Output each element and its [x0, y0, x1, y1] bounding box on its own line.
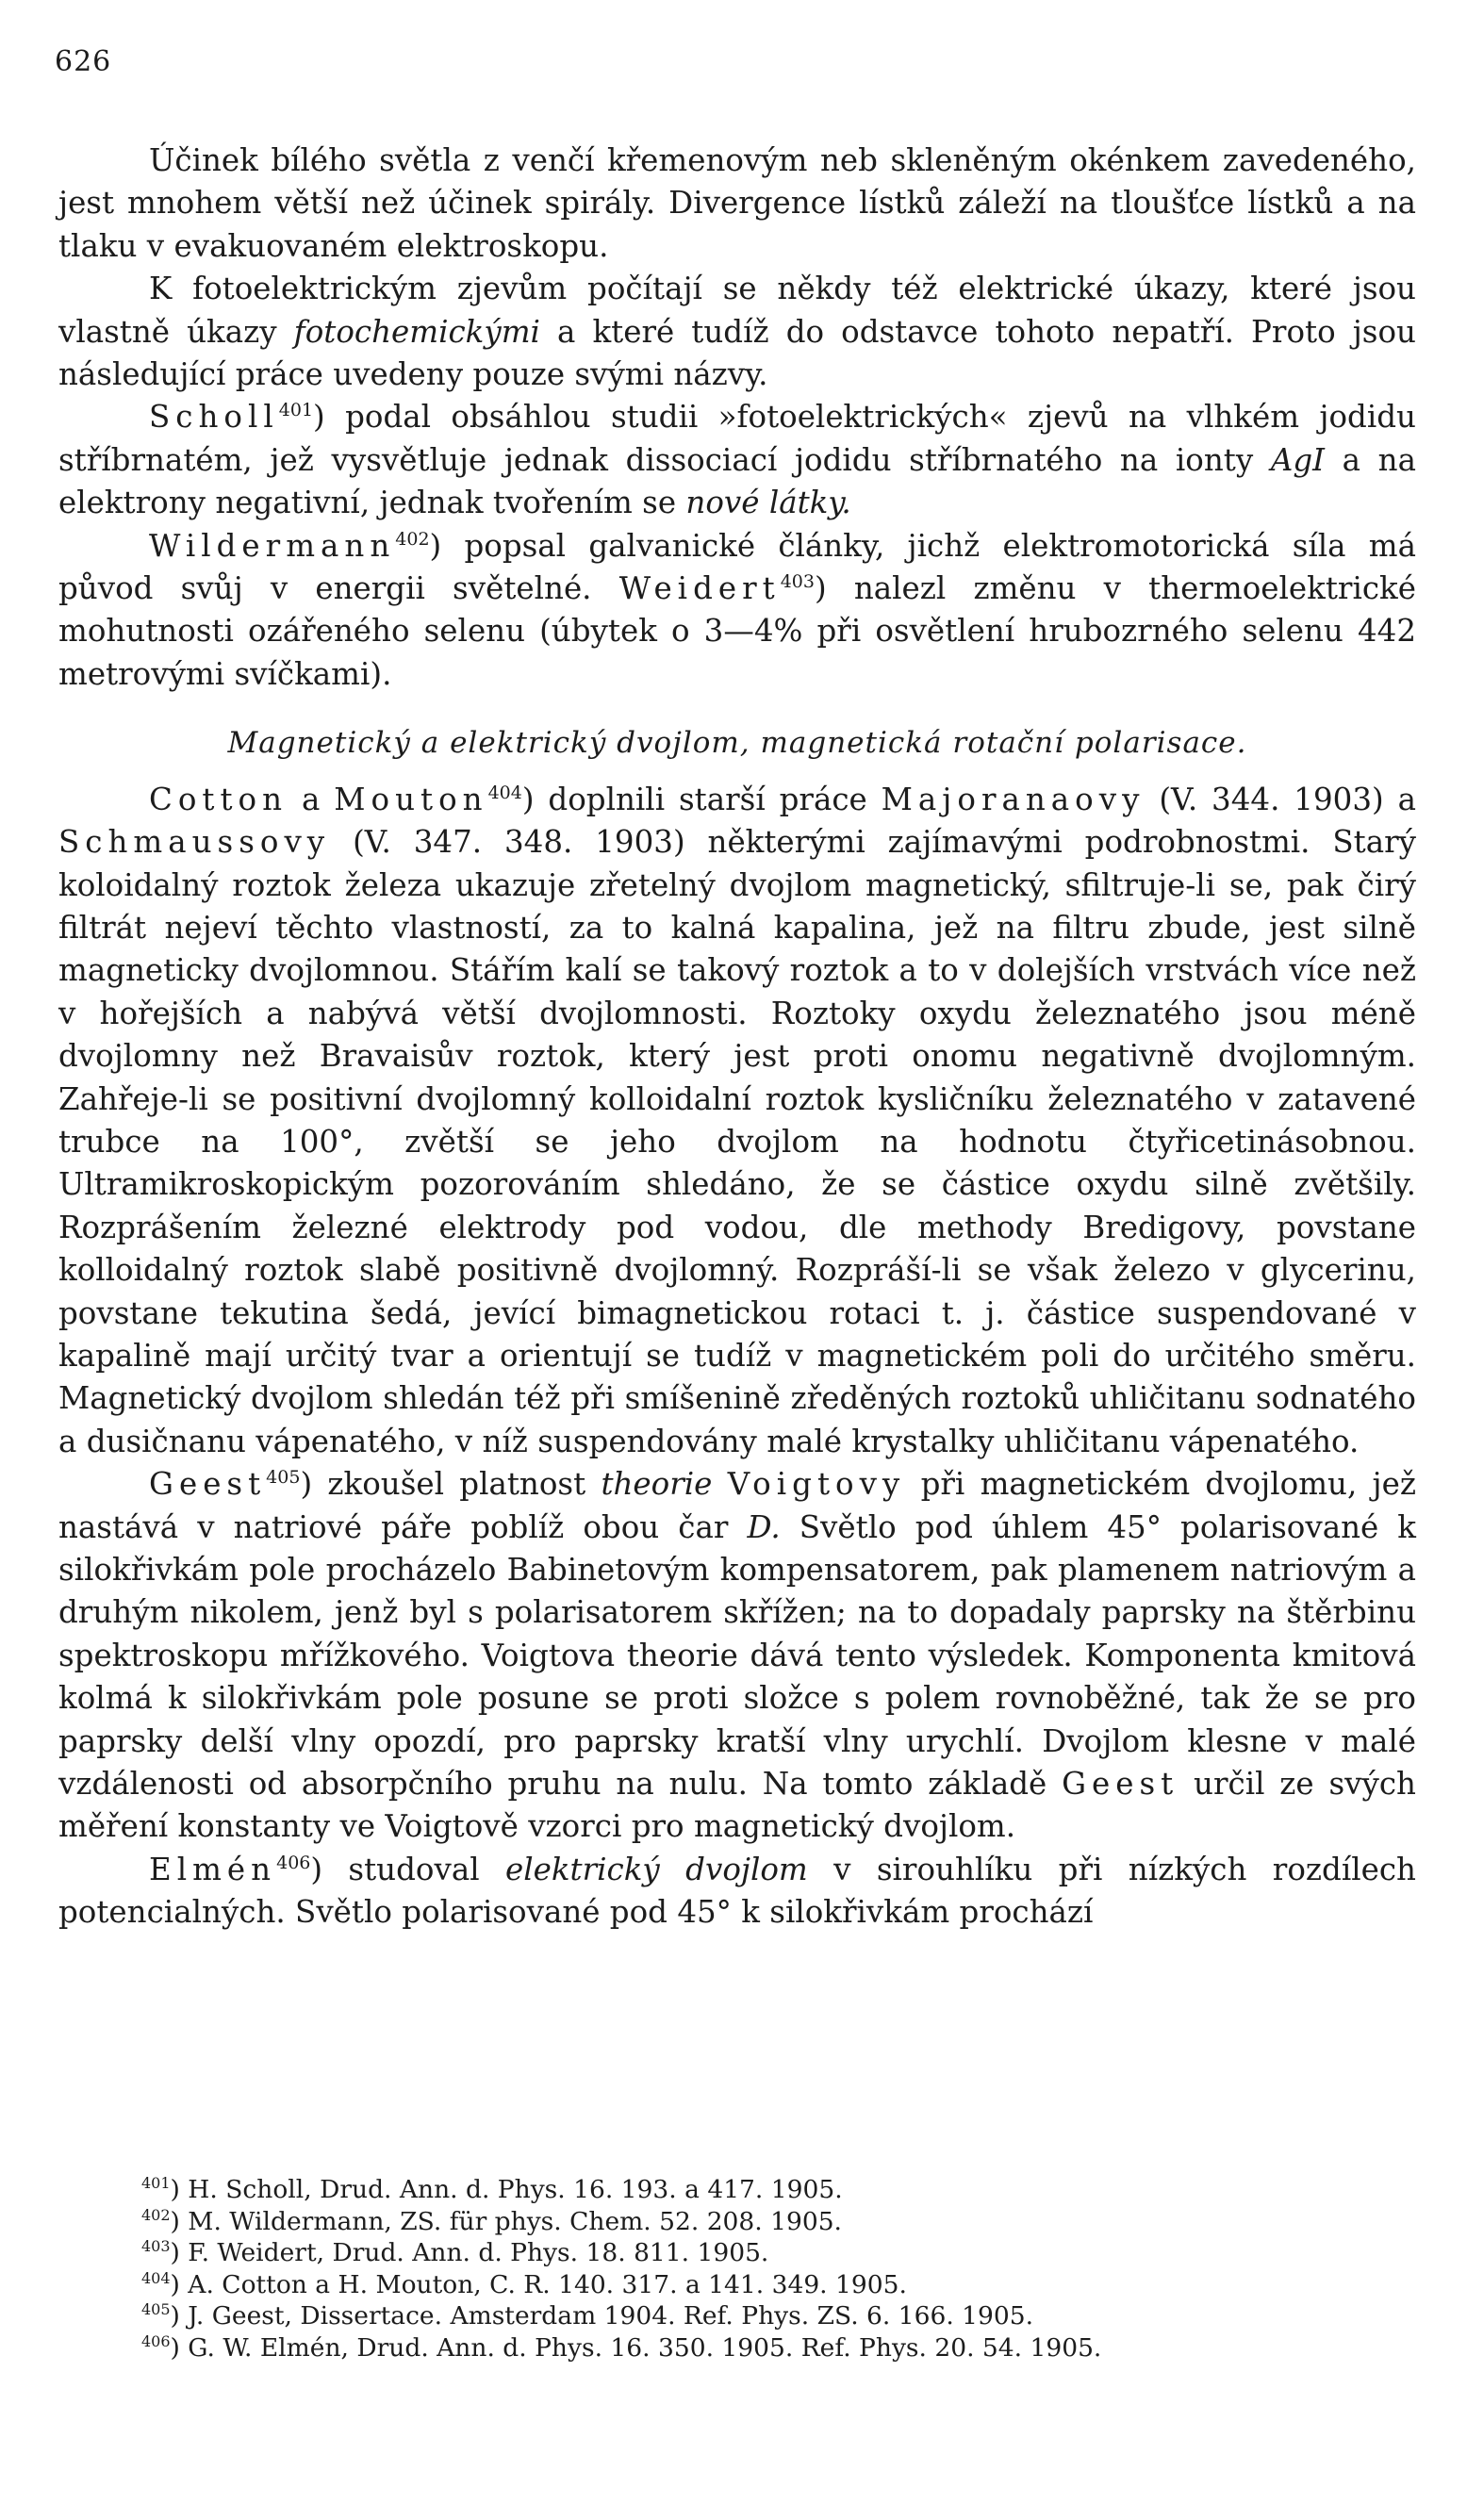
paragraph-2-part-b: a které tudíž do odstavce tohoto nepatří. Proto jsou následující práce uvedeny pouze svými názvy.	[58, 313, 1416, 393]
paragraph-4-part-b: ) nalezl změnu v thermoelektrické mohutnosti ozářeného selenu (úbytek o 3—4% při osvětlení hrubozrného selenu 442 metrovými svíčkami).	[58, 570, 1416, 692]
paragraph-3-part-a: ) podal obsáhlou studii »fotoelektrických« zjevů na vlhkém jodidu stříbrnatém, jež vysvětluje jednak dissociací jodidu stříbrnatého na ionty	[58, 399, 1416, 478]
footnote-text: ) F. Weidert, Drud. Ann. d. Phys. 18. 811. 1905.	[170, 2238, 769, 2267]
section-heading: Magnetický a elektrický dvojlom, magnetická rotační polarisace.	[227, 726, 1247, 761]
paragraph-3	[58, 396, 1416, 524]
italic-term: elektrický dvojlom	[504, 1851, 808, 1887]
footnote	[141, 2237, 1424, 2269]
footnote-ref-402: 402	[395, 528, 430, 550]
paragraph-1: Účinek bílého světla z venčí křemenovým neb skleněným okénkem zavedeného, jest mnohem větší než účinek spirály. Divergence lístků záleží na tloušťce lístků a na tlaku v evakuovaném elektroskopu.	[58, 142, 1416, 264]
author-geest-2: Geest	[1062, 1766, 1179, 1803]
footnote	[141, 2269, 1424, 2301]
paragraph-7-part-b: v sirouhlíku při nízkých rozdílech potencialných. Světlo polarisované pod 45° k silokřivkám prochází	[58, 1851, 1416, 1931]
paragraph-5-part-b: (V. 344. 1903) a	[1159, 781, 1416, 817]
paragraph-2-part-a: K fotoelektrickým zjevům počítají se někdy též elektrické úkazy, které jsou vlastně úkazy	[58, 271, 1416, 350]
author-wildermann: Wildermann	[149, 527, 396, 564]
footnote-ref-401: 401	[278, 400, 314, 421]
italic-symbol: D.	[747, 1508, 781, 1545]
paragraph-4-part-a: ) popsal galvanické články, jichž elektromotorická síla má původ svůj v energii světelné.	[58, 527, 1416, 607]
author-mouton: Mouton	[334, 781, 488, 817]
author-schmauss: Schmaussovy	[58, 824, 331, 861]
italic-term: fotochemickými	[293, 313, 540, 350]
author-majorana: Majoranaovy	[881, 781, 1146, 817]
page-number: 626	[55, 45, 112, 78]
paragraph-5	[58, 779, 1416, 1464]
author-scholl: Scholl	[149, 399, 279, 436]
footnote-ref-406: 406	[276, 1853, 311, 1874]
paragraph-7-part-a: ) studoval	[310, 1851, 480, 1887]
paragraph-7	[58, 1849, 1416, 1935]
footnote-number: 401	[141, 2174, 171, 2193]
body-text	[58, 140, 1416, 1935]
paragraph-6-part-b: při magnetickém dvojlomu, jež nastává v natriové páře poblíž obou čar	[58, 1466, 1416, 1545]
footnote	[141, 2300, 1424, 2332]
footnote-text: ) G. W. Elmén, Drud. Ann. d. Phys. 16. 350. 1905. Ref. Phys. 20. 54. 1905.	[170, 2332, 1102, 2363]
paragraph-6-part-d: určil ze svých měření konstanty ve Voigtově vzorci pro magnetický dvojlom.	[58, 1766, 1416, 1845]
paragraph-6	[58, 1463, 1416, 1849]
author-weidert: Weidert	[618, 570, 781, 607]
paragraph-6-part-a: ) zkoušel platnost	[300, 1466, 586, 1503]
footnotes	[141, 2174, 1424, 2364]
italic-formula: AgI	[1270, 441, 1325, 478]
author-cotton: Cotton	[149, 781, 288, 817]
conjunction: a	[301, 781, 321, 817]
paragraph-6-part-c: Světlo pod úhlem 45° polarisované k silokřivkám pole procházelo Babinetovým kompensatorem, pak plamenem natriovým a druhým nikolem, jenž byl s polarisatorem skřížen; na to dopadaly paprsky na štěrbinu spektroskopu mřížkového. Voigtova theorie dává tento výsledek. Komponenta kmitová kolmá k silokřivkám pole posune se proti složce s polem rovnoběžné, tak že se pro paprsky delší vlny opozdí, pro paprsky kratší vlny urychlí. Dvojlom klesne v malé vzdálenosti od absorpčního pruhu na nulu. Na tomto základě	[58, 1508, 1416, 1803]
paragraph-3-part-b: a na elektrony negativní, jednak tvořením se	[58, 441, 1416, 521]
footnote	[141, 2332, 1424, 2364]
paragraph-5-part-a: ) doplnili starší práce	[521, 781, 867, 817]
italic-term: nové látky.	[685, 485, 851, 521]
author-voigt: Voigtovy	[727, 1466, 906, 1503]
author-geest: Geest	[149, 1466, 267, 1503]
italic-term: theorie	[601, 1466, 713, 1503]
footnote	[141, 2174, 1424, 2206]
footnote-number: 405	[141, 2300, 171, 2319]
footnote-text: ) J. Geest, Dissertace. Amsterdam 1904. Ref. Phys. ZS. 6. 166. 1905.	[170, 2301, 1034, 2331]
footnote-text: ) A. Cotton a H. Mouton, C. R. 140. 317. a 141. 349. 1905.	[170, 2269, 907, 2299]
footnote-ref-403: 403	[780, 571, 815, 593]
footnote-ref-404: 404	[487, 782, 522, 803]
paragraph-5-part-c: (V. 347. 348. 1903) některými zajímavými podrobnostmi. Starý koloidalný roztok železa ukazuje zřetelný dvojlom magnetický, sfiltruje-li se, pak čirý filtrát nejeví těchto vlastností, za to kalná kapalina, jež na filtru zbude, jest silně magneticky dvojlomnou. Stářím kalí se takový roztok a to v dolejších vrstvách více než v hořejších a nabývá větší dvojlomnosti. Roztoky oxydu železnatého jsou méně dvojlomny než Bravaisův roztok, který jest proti onomu negativně dvojlomným. Zahřeje-li se positivní dvojlomný kolloidalní roztok kysličníku železnatého v zatavené trubce na 100°, zvětší se jeho dvojlom na hodnotu čtyřicetinásobnou. Ultramikroskopickým pozorováním shledáno, že se částice oxydu silně zvětšily. Rozprášením železné elektrody pod vodou, dle methody Bredigovy, povstane kolloidalný roztok slabě positivně dvojlomný. Rozpráší-li se však železo v glycerinu, povstane tekutina šedá, jevící bimagnetickou rotaci t. j. částice suspendované v kapalině mají určitý tvar a orientují se tudíž v magnetickém poli do určitého směru. Magnetický dvojlom shledán též při smíšenině zředěných roztoků uhličitanu sodnatého a dusičnanu vápenatého, v níž suspendovány malé krystalky uhličitanu vápenatého.	[58, 824, 1416, 1459]
footnote-number: 403	[141, 2237, 171, 2256]
paragraph-2	[58, 268, 1416, 396]
footnote-number: 404	[141, 2268, 171, 2287]
author-elmen: Elmén	[149, 1851, 277, 1887]
paragraph-4	[58, 525, 1416, 697]
footnote	[141, 2206, 1424, 2238]
footnote-text: ) M. Wildermann, ZS. für phys. Chem. 52. 208. 1905.	[170, 2206, 842, 2236]
footnote-number: 406	[141, 2331, 171, 2350]
footnote-number: 402	[141, 2205, 171, 2224]
footnote-text: ) H. Scholl, Drud. Ann. d. Phys. 16. 193. a 417. 1905.	[170, 2175, 843, 2204]
footnote-ref-405: 405	[266, 1467, 301, 1489]
